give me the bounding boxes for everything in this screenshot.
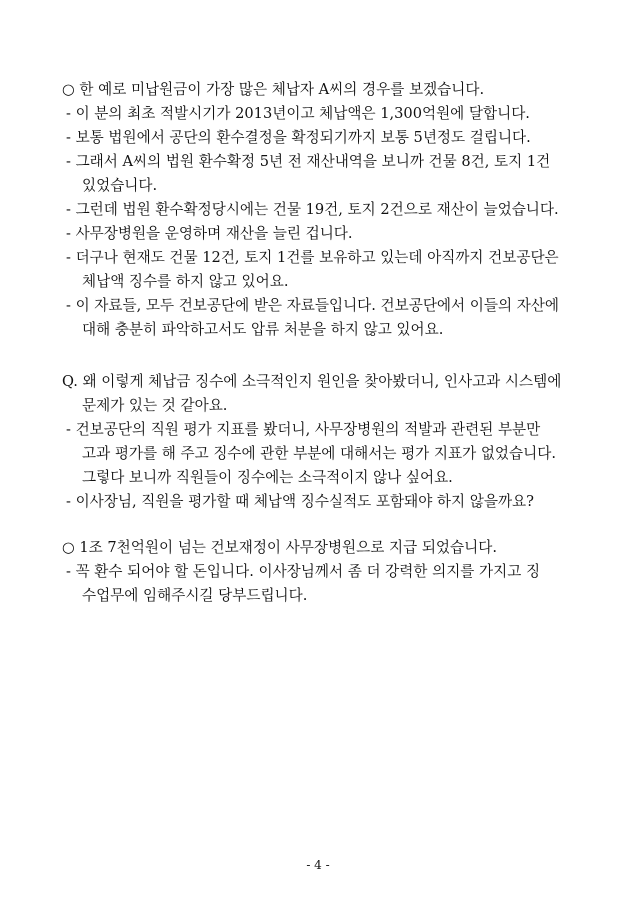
- paragraph-line: 그렇다 보니까 직원들이 징수에는 소극적이지 않나 싶어요.: [82, 469, 453, 486]
- paragraph-line: - 이사장님, 직원을 평가할 때 체납액 징수실적도 포함돼야 하지 않을까요?: [66, 493, 534, 510]
- page-number: - 4 -: [306, 858, 330, 872]
- paragraph-line: 수업무에 임해주시길 당부드립니다.: [82, 587, 308, 604]
- section-conclusion: [62, 536, 582, 608]
- paragraph-line: 문제가 있는 것 같아요.: [82, 397, 228, 414]
- paragraph-line: Q. 왜 이렇게 체납금 징수에 소극적인지 원인을 찾아봤더니, 인사고과 시스템에: [62, 373, 562, 390]
- paragraph-line: 있었습니다.: [82, 177, 158, 194]
- paragraph-line: 체납액 징수를 하지 않고 있어요.: [82, 273, 289, 290]
- paragraph-line: ○ 한 예로 미납원금이 가장 많은 체납자 A씨의 경우를 보겠습니다.: [62, 81, 485, 98]
- paragraph-line: - 더구나 현재도 건물 12건, 토지 1건를 보유하고 있는데 아직까지 건보공단은: [66, 249, 559, 266]
- paragraph-line: - 이 자료들, 모두 건보공단에 받은 자료들입니다. 건보공단에서 이들의 자산에: [66, 297, 559, 314]
- paragraph-line: - 보통 법원에서 공단의 환수결정을 확정되기까지 보통 5년정도 걸립니다.: [66, 129, 531, 146]
- paragraph-line: - 사무장병원을 운영하며 재산을 늘린 겁니다.: [66, 225, 353, 242]
- paragraph-line: 대해 충분히 파악하고서도 압류 처분을 하지 않고 있어요.: [82, 321, 444, 338]
- paragraph-line: - 꼭 환수 되어야 할 돈입니다. 이사장님께서 좀 더 강력한 의지를 가지고 징: [66, 563, 541, 580]
- paragraph-line: - 건보공단의 직원 평가 지표를 봤더니, 사무장병원의 적발과 관련된 부분만: [66, 421, 541, 438]
- section-case-example: [62, 78, 582, 342]
- paragraph-line: - 이 분의 최초 적발시기가 2013년이고 체납액은 1,300억원에 달합니다.: [66, 105, 530, 122]
- paragraph-line: - 그래서 A씨의 법원 환수확정 5년 전 재산내역을 보니까 건물 8건, 토지 1건: [66, 153, 551, 170]
- paragraph-line: ○ 1조 7천억원이 넘는 건보재정이 사무장병원으로 지급 되었습니다.: [62, 539, 497, 556]
- paragraph-line: 고과 평가를 해 주고 징수에 관한 부분에 대해서는 평가 지표가 없었습니다.: [82, 445, 556, 462]
- paragraph-line: - 그런데 법원 환수확정당시에는 건물 19건, 토지 2건으로 재산이 늘었습니다.: [66, 201, 559, 218]
- section-question: [62, 370, 582, 514]
